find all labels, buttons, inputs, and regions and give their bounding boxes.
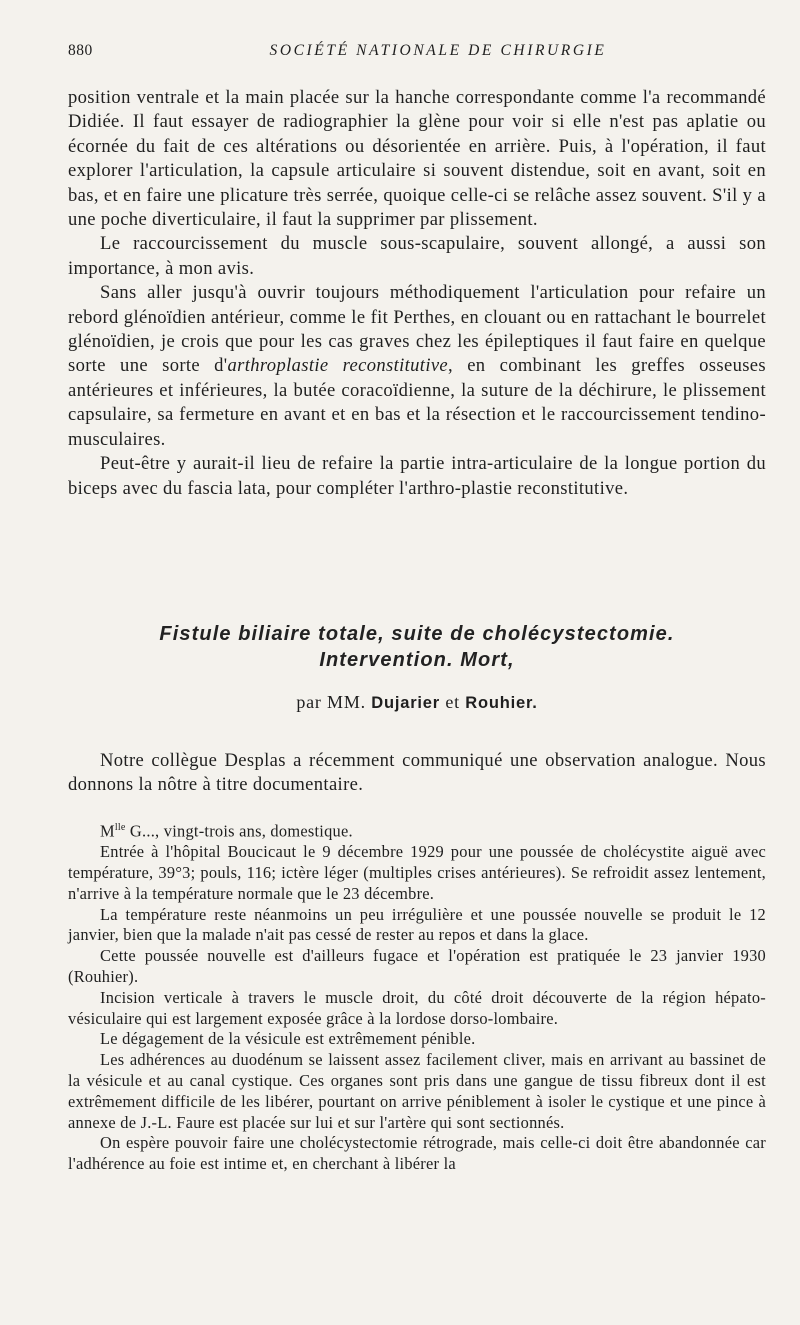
- paragraph-3-end: , en combinant les greffes osseuses antérieures et inférieures, la butée coracoïdienne, la suture de la déchirure, le plissement capsulaire, sa fermeture en avant et en bas et la résection et le raccourcissement tendino-musculaires.: [68, 355, 766, 450]
- case-paragraph: Cette poussée nouvelle est d'ailleurs fugace et l'opération est pratiquée le 23 janvier 1930 (Rouhier).: [68, 946, 766, 987]
- case-title-sup: lle: [114, 822, 126, 833]
- case-title-abbrev: M: [100, 821, 115, 841]
- paragraph-3-start: Sans aller jusqu'à ouvrir toujours méthodiquement l'articulation pour refaire un rebord glénoïdien antérieur, comme le fit Perthes, en clouant ou en rattachant le bourrelet glénoïdien, je crois que pour les cas graves chez les épileptiques il faut faire en quelque sorte une sorte d': [68, 282, 766, 377]
- journal-title: SOCIÉTÉ NATIONALE DE CHIRURGIE: [269, 42, 607, 59]
- case-title: [68, 818, 766, 842]
- article-title-line-1: Fistule biliaire totale, suite de cholécystectomie.: [159, 623, 675, 645]
- case-title-rest: G..., vingt-trois ans, domestique.: [125, 821, 353, 841]
- byline-and: et: [445, 692, 460, 712]
- case-paragraph: Entrée à l'hôpital Boucicaut le 9 décembre 1929 pour une poussée de cholécystite aiguë avec température, 39°3; pouls, 116; ictère léger (multiples crises antérieures). Se refroidit assez lentement, n'arrive à la température normale que le 23 décembre.: [68, 842, 766, 903]
- article-title-line-2: Intervention. Mort,: [319, 649, 515, 671]
- case-paragraph: La température reste néanmoins un peu irrégulière et une poussée nouvelle se produit le 12 janvier, bien que la malade n'ait pas cessé de rester au repos et dans la glace.: [68, 904, 766, 945]
- paragraph-2: Le raccourcissement du muscle sous-scapulaire, souvent allongé, a aussi son importance, à mon avis.: [68, 233, 766, 279]
- author-1: Dujarier: [371, 694, 441, 712]
- paragraph-3: [68, 281, 766, 452]
- author-2: Rouhier.: [465, 694, 538, 712]
- paragraph-4: Peut-être y aurait-il lieu de refaire la partie intra-articulaire de la longue portion du biceps avec du fascia lata, pour compléter l'arthro-plastie reconstitutive.: [68, 453, 766, 499]
- byline: [68, 692, 766, 713]
- article-title: [68, 621, 766, 673]
- case-paragraph: Le dégagement de la vésicule est extrêmement pénible.: [100, 1029, 476, 1049]
- byline-prefix: par MM.: [296, 692, 366, 712]
- case-paragraph: Incision verticale à travers le muscle droit, du côté droit découverte de la région hépato-vésiculaire qui est largement exposée grâce à la lordose dorso-lombaire.: [68, 987, 766, 1028]
- case-paragraph: On espère pouvoir faire une cholécystectomie rétrograde, mais celle-ci doit être abandonnée car l'adhérence au foie est intime et, en cherchant à libérer la: [68, 1133, 766, 1174]
- paragraph-1: position ventrale et la main placée sur la hanche correspondante comme l'a recommandé Didiée. Il faut essayer de radiographier la glène pour voir si elle n'est pas aplatie ou écornée du fait de ces altérations ou désorientée en arrière. Puis, à l'opération, il faut explorer l'articulation, la capsule articulaire si souvent distendue, soit en avant, soit en bas, et en faire une plicature très serrée, quoique celle-ci se relâche assez souvent. S'il y a une poche diverticulaire, il faut la supprimer par plissement.: [68, 87, 766, 231]
- case-paragraph: Les adhérences au duodénum se laissent assez facilement cliver, mais en arrivant au bassinet de la vésicule et au canal cystique. Ces organes sont pris dans une gangue de tissu fibreux dont il est extrêmement difficile de les libérer, pourtant on arrive péniblement à isoler le cystique et une pince à annexe de J.-L. Faure est placée sur lui et sur l'artère qui sont sectionnés.: [68, 1050, 766, 1132]
- page-number: 880: [68, 42, 93, 59]
- continued-text: [68, 86, 766, 501]
- article-intro-block: [68, 749, 766, 798]
- paragraph-3-emphasis: arthroplastie reconstitutive: [227, 355, 449, 377]
- case-report: [68, 818, 766, 1175]
- running-head: [68, 42, 768, 66]
- article-intro: Notre collègue Desplas a récemment communiqué une observation analogue. Nous donnons la nôtre à titre documentaire.: [68, 750, 766, 796]
